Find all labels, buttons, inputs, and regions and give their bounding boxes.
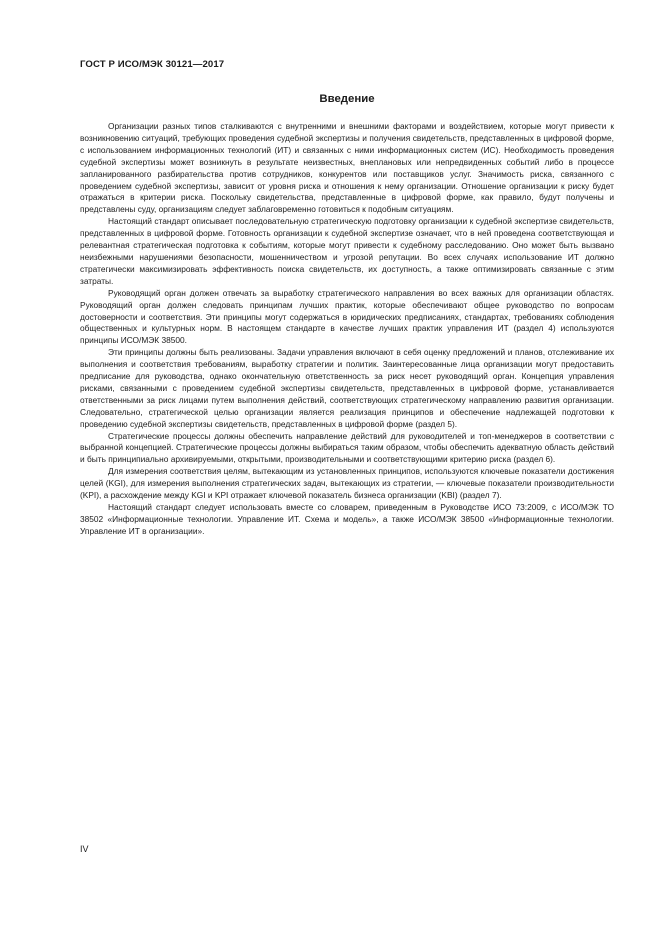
paragraph: Стратегические процессы должны обеспечить направление действий для руководителей и топ-менеджеров в соответствии с выбранной концепцией. Стратегические процессы должны выбираться таким образом, чтобы обеспечить адекватную область действий и быть принципиально архивируемыми, открытыми, производительными и соответствующими критерию риска (раздел 6). (80, 430, 614, 465)
page-number: IV (80, 844, 89, 854)
paragraph: Настоящий стандарт следует использовать вместе со словарем, приведенным в Руководстве ИСО 73:2009, с ИСО/МЭК ТО 38502 «Информационные технологии. Управление ИТ. Схема и модель», а также ИСО/МЭК 38500 «Информационные технологии. Управление ИТ в организации». (80, 502, 614, 536)
paragraph: Для измерения соответствия целям, вытекающим из установленных принципов, используются ключевые показатели достижения целей (KGI), для измерения выполнения стратегических задач, вытекающих из стратегии, — ключевые показатели производительности (KPI), а расхождение между KGI и KPI отражает ключевой показатель бизнеса организации (KBI) (раздел 7). (80, 466, 614, 501)
introduction-body (80, 121, 614, 538)
section-title: Введение (319, 93, 375, 105)
paragraph: Настоящий стандарт описывает последовательную стратегическую подготовку организации к судебной экспертизе свидетельств, представленных в цифровой форме. Готовность организации к судебной экспертизе означает, что в ней проведена соответствующая и релевантная стратегическая подготовка к событиям, которые могут привести к судебному расследованию. Оно может быть вызвано неизбежными нарушениями безопасности, мошенничеством и угрозой репутации. Во всех случаях использование ИТ должно стратегически максимизировать эффективность поиска свидетельств, их доступность, а также оптимизировать связанные с этим затраты. (80, 216, 614, 286)
standard-header: ГОСТ Р ИСО/МЭК 30121—2017 (80, 59, 225, 70)
paragraph: Руководящий орган должен отвечать за выработку стратегического направления во всех важных для организации областях. Руководящий орган должен следовать принципам лучших практик, которые обеспечивают общее руководство по вопросам достоверности и соответствия. Эти принципы могут содержаться в юридических предписаниях, стандартах, требованиях соблюдения общественных и культурных норм. В настоящем стандарте в качестве лучших практик управления ИТ (раздел 4) используются принципы ИСО/МЭК 38500. (80, 287, 614, 346)
paragraph: Организации разных типов сталкиваются с внутренними и внешними факторами и воздействием, которые могут привести к возникновению ситуаций, требующих проведения судебной экспертизы и получения свидетельств, представленных в цифровой форме, с использованием информационных технологий (ИТ) и связанных с ними информационных систем (ИС). Необходимость проведения судебной экспертизы может возникнуть в результате неизвестных, внеплановых или непредвиденных событий либо в процессе запланированного разбирательства против сотрудников, конкурентов или поставщиков услуг. Значимость риска, связанного с проведением судебной экспертизы, зависит от уровня риска и отношения к нему организации. Отношение организации к риску будет отражаться в критерии риска. Поскольку свидетельства, представленные в цифровой форме, как правило, будут получены и представлены суду, организациям следует заблаговременно готовиться к подобным ситуациям. (80, 121, 614, 215)
paragraph: Эти принципы должны быть реализованы. Задачи управления включают в себя оценку предложений и планов, отслеживание их выполнения и соответствия требованиям, выработку стратегии и политик. Заинтересованные лица организации могут предоставить предписание для руководства, однако окончательную ответственность за риск несет руководящий орган. Концепция управления рисками, связанными с проведением судебной экспертизы свидетельств, представленных в цифровой форме, устанавливается ответственными за риск лицами путем выполнения действий, соответствующих стратегическому направлению развития организации. Следовательно, стратегической целью организации является реализация принципов и обеспечение надлежащей подготовки к проведению судебной экспертизы свидетельств, представленных в цифровой форме (раздел 5). (80, 347, 614, 429)
